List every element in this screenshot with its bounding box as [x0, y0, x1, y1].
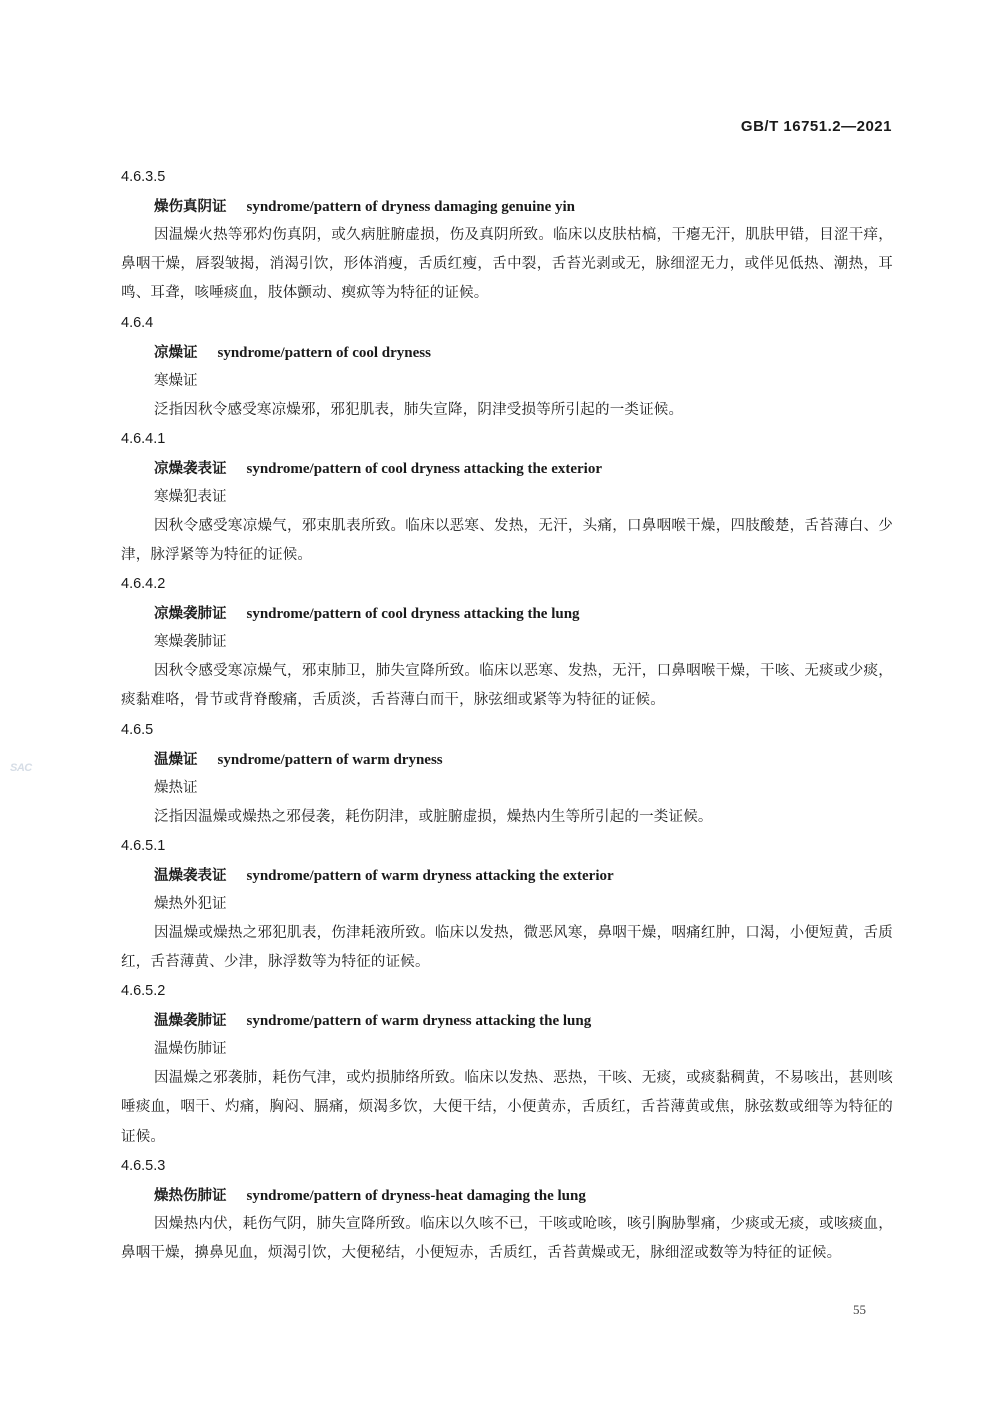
entry-definition: 因温燥之邪袭肺，耗伤气津，或灼损肺络所致。临床以发热、恶热，干咳、无痰，或痰黏稠黄，不易咳出，甚则咳唾痰血，咽干、灼痛，胸闷、膈痛，烦渴多饮，大便干结，小便黄赤，舌质红，舌苔薄黄或焦，脉弦数或细等为特征的证候。	[121, 1070, 893, 1145]
entry-number: 4.6.4.2	[121, 576, 166, 593]
entry-synonym: 燥热证	[154, 779, 198, 796]
entry-4-6-4-1	[121, 425, 893, 570]
entry-term	[121, 745, 893, 774]
entry-definition: 因秋令感受寒凉燥气，邪束肺卫，肺失宣降所致。临床以恶寒、发热，无汗，口鼻咽喉干燥，干咳、无痰或少痰，痰黏难咯，骨节或背脊酸痛，舌质淡，舌苔薄白而干，脉弦细或紧等为特征的证候。	[121, 663, 893, 709]
entry-number: 4.6.4	[121, 314, 154, 331]
page-number: 55	[853, 1302, 866, 1317]
entry-term	[121, 1181, 893, 1210]
term-en: syndrome/pattern of cool dryness	[217, 344, 431, 361]
entry-synonym: 寒燥证	[154, 372, 198, 389]
term-zh: 燥热伤肺证	[154, 1186, 227, 1204]
term-zh: 燥伤真阴证	[154, 198, 227, 215]
entry-4-6-5	[121, 716, 893, 832]
term-zh: 温燥证	[154, 750, 198, 768]
term-en: syndrome/pattern of dryness-heat damaging the lung	[246, 1187, 586, 1204]
entry-synonym: 温燥伤肺证	[154, 1041, 227, 1058]
entry-definition: 因温燥或燥热之邪犯肌表，伤津耗液所致。临床以发热，微恶风寒，鼻咽干燥，咽痛红肿，口渴，小便短黄，舌质红，舌苔薄黄、少津，脉浮数等为特征的证候。	[121, 924, 893, 971]
entry-number: 4.6.4.1	[121, 430, 166, 447]
entry-term	[121, 861, 893, 890]
term-en: syndrome/pattern of warm dryness	[217, 751, 443, 768]
entry-term	[121, 454, 893, 483]
term-zh: 凉燥证	[154, 343, 198, 361]
entry-term	[121, 599, 893, 628]
term-en: syndrome/pattern of warm dryness attacking the exterior	[246, 867, 614, 884]
standard-code: GB/T 16751.2—2021	[740, 118, 892, 135]
entry-term	[121, 192, 893, 221]
entry-number: 4.6.5.3	[121, 1157, 166, 1174]
entry-4-6-5-2	[121, 977, 893, 1152]
term-zh: 凉燥袭表证	[154, 459, 227, 477]
entry-definition: 因温燥火热等邪灼伤真阴，或久病脏腑虚损，伤及真阴所致。临床以皮肤枯槁，干瘪无汗，肌肤甲错，目涩干痒，鼻咽干燥，唇裂皱揭，消渴引饮，形体消瘦，舌质红瘦，舌中裂，舌苔光剥或无，脉细涩无力，或伴见低热、潮热，耳鸣、耳聋，咳唾痰血，肢体颤动、瘈疭等为特征的证候。	[121, 227, 893, 302]
entry-4-6-5-3	[121, 1152, 893, 1268]
entry-4-6-3-5	[121, 163, 893, 309]
entry-number: 4.6.3.5	[121, 169, 166, 185]
entry-number: 4.6.5.1	[121, 837, 166, 854]
entry-synonym: 寒燥袭肺证	[154, 634, 227, 651]
entry-4-6-4-2	[121, 570, 893, 715]
entry-synonym: 燥热外犯证	[154, 895, 227, 912]
entry-definition: 泛指因温燥或燥热之邪侵袭，耗伤阴津，或脏腑虚损，燥热内生等所引起的一类证候。	[154, 808, 713, 825]
entry-4-6-5-1	[121, 832, 893, 977]
entry-definition: 因秋令感受寒凉燥气，邪束肌表所致。临床以恶寒、发热，无汗，头痛，口鼻咽喉干燥，四肢酸楚，舌苔薄白、少津，脉浮紧等为特征的证候。	[121, 517, 893, 564]
entry-term	[121, 338, 893, 367]
document-body	[121, 163, 893, 1268]
term-zh: 凉燥袭肺证	[154, 605, 227, 623]
entry-synonym: 寒燥犯表证	[154, 488, 227, 505]
term-zh: 温燥袭表证	[154, 866, 227, 884]
term-en: syndrome/pattern of cool dryness attacking the exterior	[246, 460, 603, 477]
entry-number: 4.6.5	[121, 721, 154, 738]
entry-4-6-4	[121, 309, 893, 425]
term-en: syndrome/pattern of dryness damaging genuine yin	[246, 199, 576, 215]
term-en: syndrome/pattern of warm dryness attacking the lung	[246, 1013, 592, 1030]
term-en: syndrome/pattern of cool dryness attacking the lung	[246, 606, 580, 623]
term-zh: 温燥袭肺证	[154, 1012, 227, 1030]
entry-term	[121, 1006, 893, 1035]
sac-watermark: SAC	[10, 762, 32, 774]
entry-definition: 泛指因秋令感受寒凉燥邪，邪犯肌表，肺失宣降，阴津受损等所引起的一类证候。	[154, 401, 684, 418]
entry-definition: 因燥热内伏，耗伤气阴，肺失宣降所致。临床以久咳不已，干咳或呛咳，咳引胸胁掣痛，少痰或无痰，或咳痰血，鼻咽干燥，擤鼻见血，烦渴引饮，大便秘结，小便短赤，舌质红，舌苔黄燥或无，脉细涩或数等为特征的证候。	[121, 1215, 893, 1262]
entry-number: 4.6.5.2	[121, 983, 166, 1000]
